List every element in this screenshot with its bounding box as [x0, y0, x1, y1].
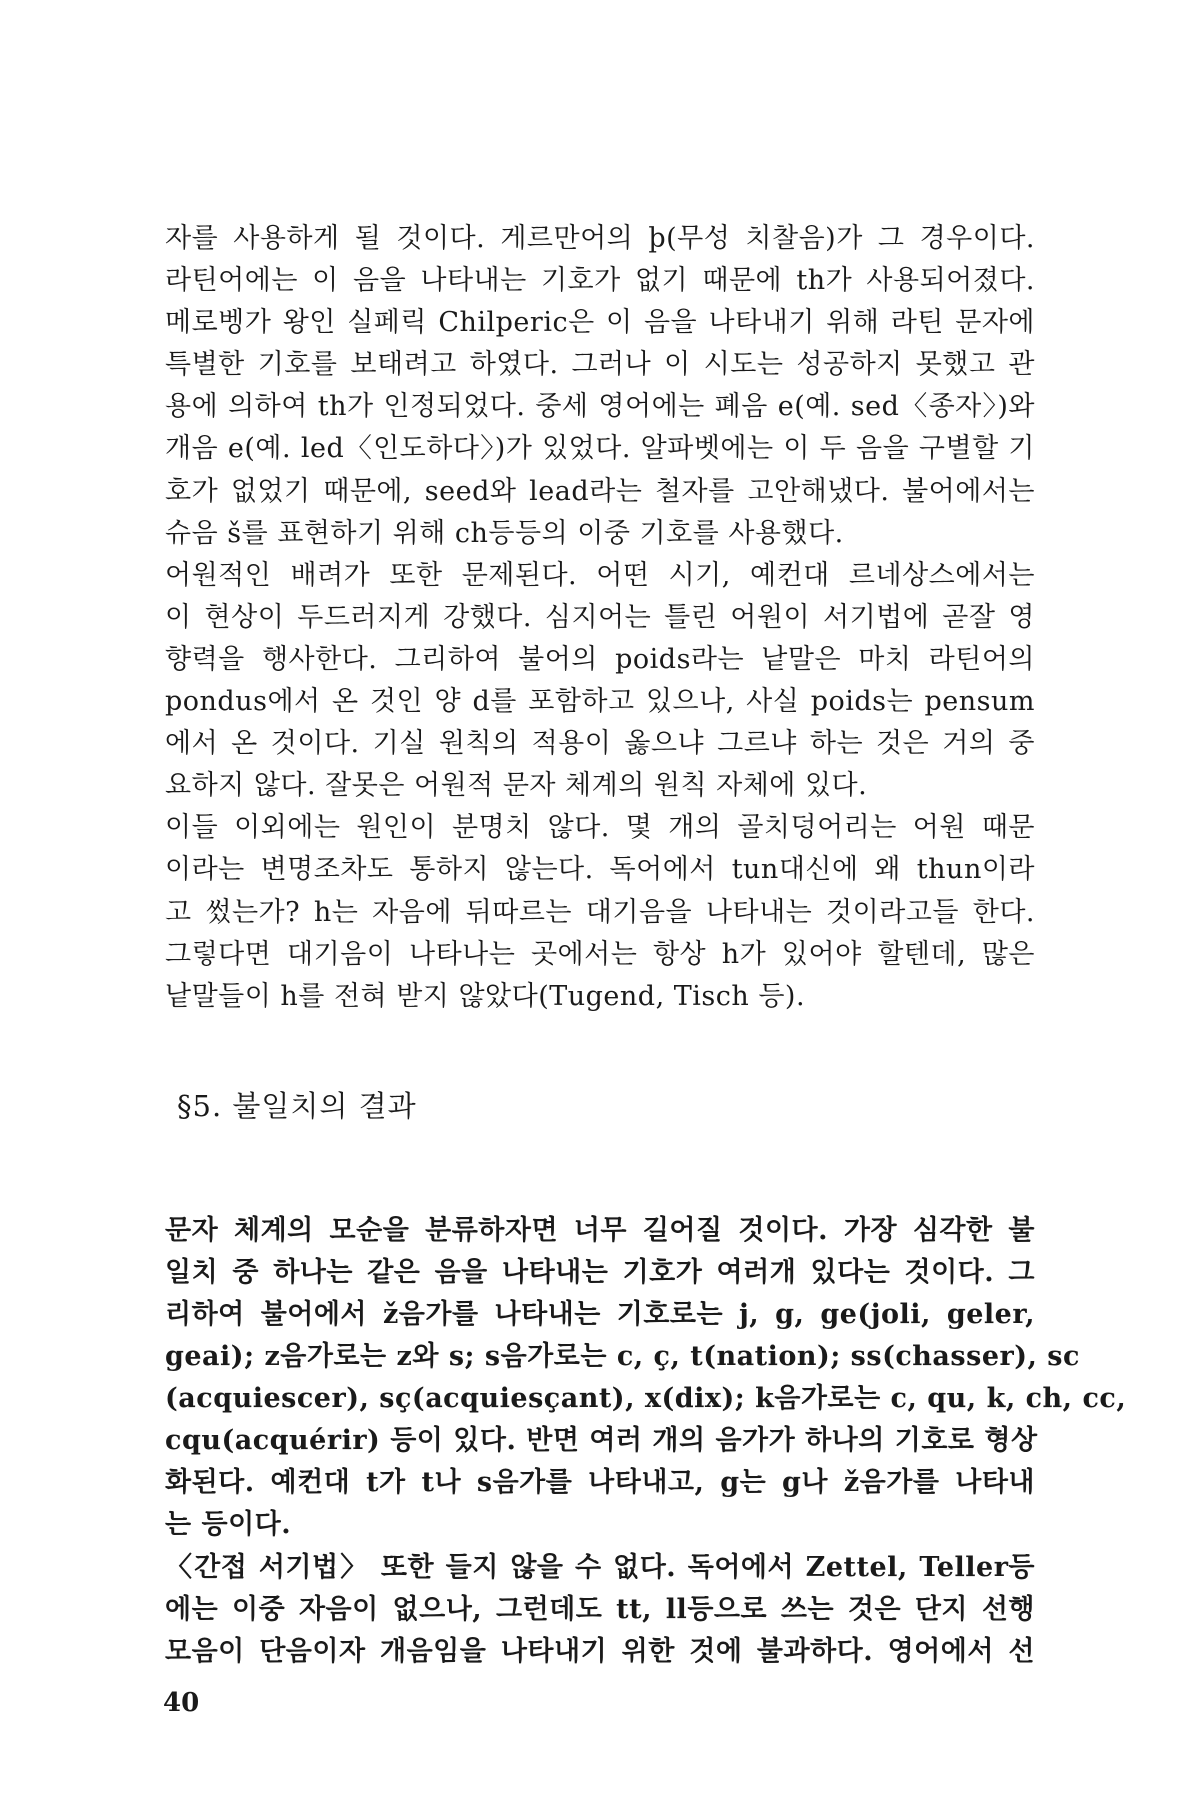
spacer [165, 1126, 1035, 1210]
text-line: pondus에서 온 것인 양 d를 포함하고 있으나, 사실 poids는 pensum [165, 686, 1035, 718]
text-line: 는 등이다. [165, 1509, 292, 1541]
text-line: 일치 중 하나는 같은 음을 나타내는 기호가 여러개 있다는 것이다. 그 [165, 1256, 1035, 1288]
text-line: (acquiescer), sç(acquiesçant), x(dix); k음가로는 c, qu, k, ch, cc, [165, 1383, 1127, 1415]
text-line: 〈간접 서기법〉 또한 들지 않을 수 없다. 독어에서 Zettel, Teller등 [165, 1551, 1035, 1583]
text-line: 메로벵가 왕인 실페릭 Chilperic은 이 음을 나타내기 위해 라틴 문자에 [165, 307, 1035, 339]
text-line: 슈음 š를 표현하기 위해 ch등등의 이중 기호를 사용했다. [165, 517, 844, 549]
text-line: 고 썼는가? h는 자음에 뒤따르는 대기음을 나타내는 것이라고들 한다. [165, 896, 1035, 928]
text-line: 화된다. 예컨대 t가 t나 s음가를 나타내고, g는 g나 ž음가를 나타내 [165, 1467, 1035, 1499]
text-line: 호가 없었기 때문에, seed와 lead라는 철자를 고안해냈다. 불어에서는 [165, 475, 1035, 507]
text-line: 향력을 행사한다. 그리하여 불어의 poids라는 낱말은 마치 라틴어의 [165, 643, 1035, 675]
page-body [165, 218, 1127, 1673]
paragraph [165, 807, 1035, 1017]
page-number: 40 [163, 1688, 200, 1718]
text-line: 라틴어에는 이 음을 나타내는 기호가 없기 때문에 th가 사용되어졌다. [165, 265, 1035, 297]
paragraph [165, 555, 1035, 808]
text-line: 모음이 단음이자 개음임을 나타내기 위한 것에 불과하다. 영어에서 선 [165, 1635, 1035, 1667]
spacer [165, 1018, 1035, 1086]
text-line: geai); z음가로는 z와 s; s음가로는 c, ç, t(nation); ss(chasser), sc [165, 1341, 1080, 1373]
text-line: 이 현상이 두드러지게 강했다. 심지어는 틀린 어원이 서기법에 곧잘 영 [165, 601, 1035, 633]
paragraph [165, 1547, 1035, 1673]
text-line: 리하여 불어에서 ž음가를 나타내는 기호로는 j, g, ge(joli, geler, [165, 1298, 1035, 1330]
text-line: cqu(acquérir) 등이 있다. 반면 여러 개의 음가가 하나의 기호로 형상 [165, 1425, 1038, 1457]
text-line: 이라는 변명조차도 통하지 않는다. 독어에서 tun대신에 왜 thun이라 [165, 854, 1035, 886]
text-line: 에서 온 것이다. 기실 원칙의 적용이 옳으냐 그르냐 하는 것은 거의 중 [165, 728, 1035, 760]
text-line: 어원적인 배려가 또한 문제된다. 어떤 시기, 예컨대 르네상스에서는 [165, 559, 1035, 591]
text-line: 낱말들이 h를 전혀 받지 않았다(Tugend, Tisch 등). [165, 980, 806, 1012]
text-line: 특별한 기호를 보태려고 하였다. 그러나 이 시도는 성공하지 못했고 관 [165, 349, 1035, 381]
section-heading: §5. 불일치의 결과 [177, 1088, 417, 1123]
text-line: 그렇다면 대기음이 나타나는 곳에서는 항상 h가 있어야 할텐데, 많은 [165, 938, 1035, 970]
paragraph [165, 1210, 1127, 1547]
text-line: 개음 e(예. led〈인도하다〉)가 있었다. 알파벳에는 이 두 음을 구별할 기 [165, 433, 1035, 465]
text-line: 요하지 않다. 잘못은 어원적 문자 체계의 원칙 자체에 있다. [165, 770, 868, 802]
text-line: 문자 체계의 모순을 분류하자면 너무 길어질 것이다. 가장 심각한 불 [165, 1214, 1035, 1246]
paragraph [165, 218, 1035, 555]
text-line: 이들 이외에는 원인이 분명치 않다. 몇 개의 골치덩어리는 어원 때문 [165, 812, 1035, 844]
text-line: 자를 사용하게 될 것이다. 게르만어의 þ(무성 치찰음)가 그 경우이다. [165, 223, 1035, 254]
text-line: 에는 이중 자음이 없으나, 그런데도 tt, ll등으로 쓰는 것은 단지 선행 [165, 1593, 1035, 1625]
text-line: 용에 의하여 th가 인정되었다. 중세 영어에는 폐음 e(예. sed〈종자〉)와 [165, 391, 1035, 423]
